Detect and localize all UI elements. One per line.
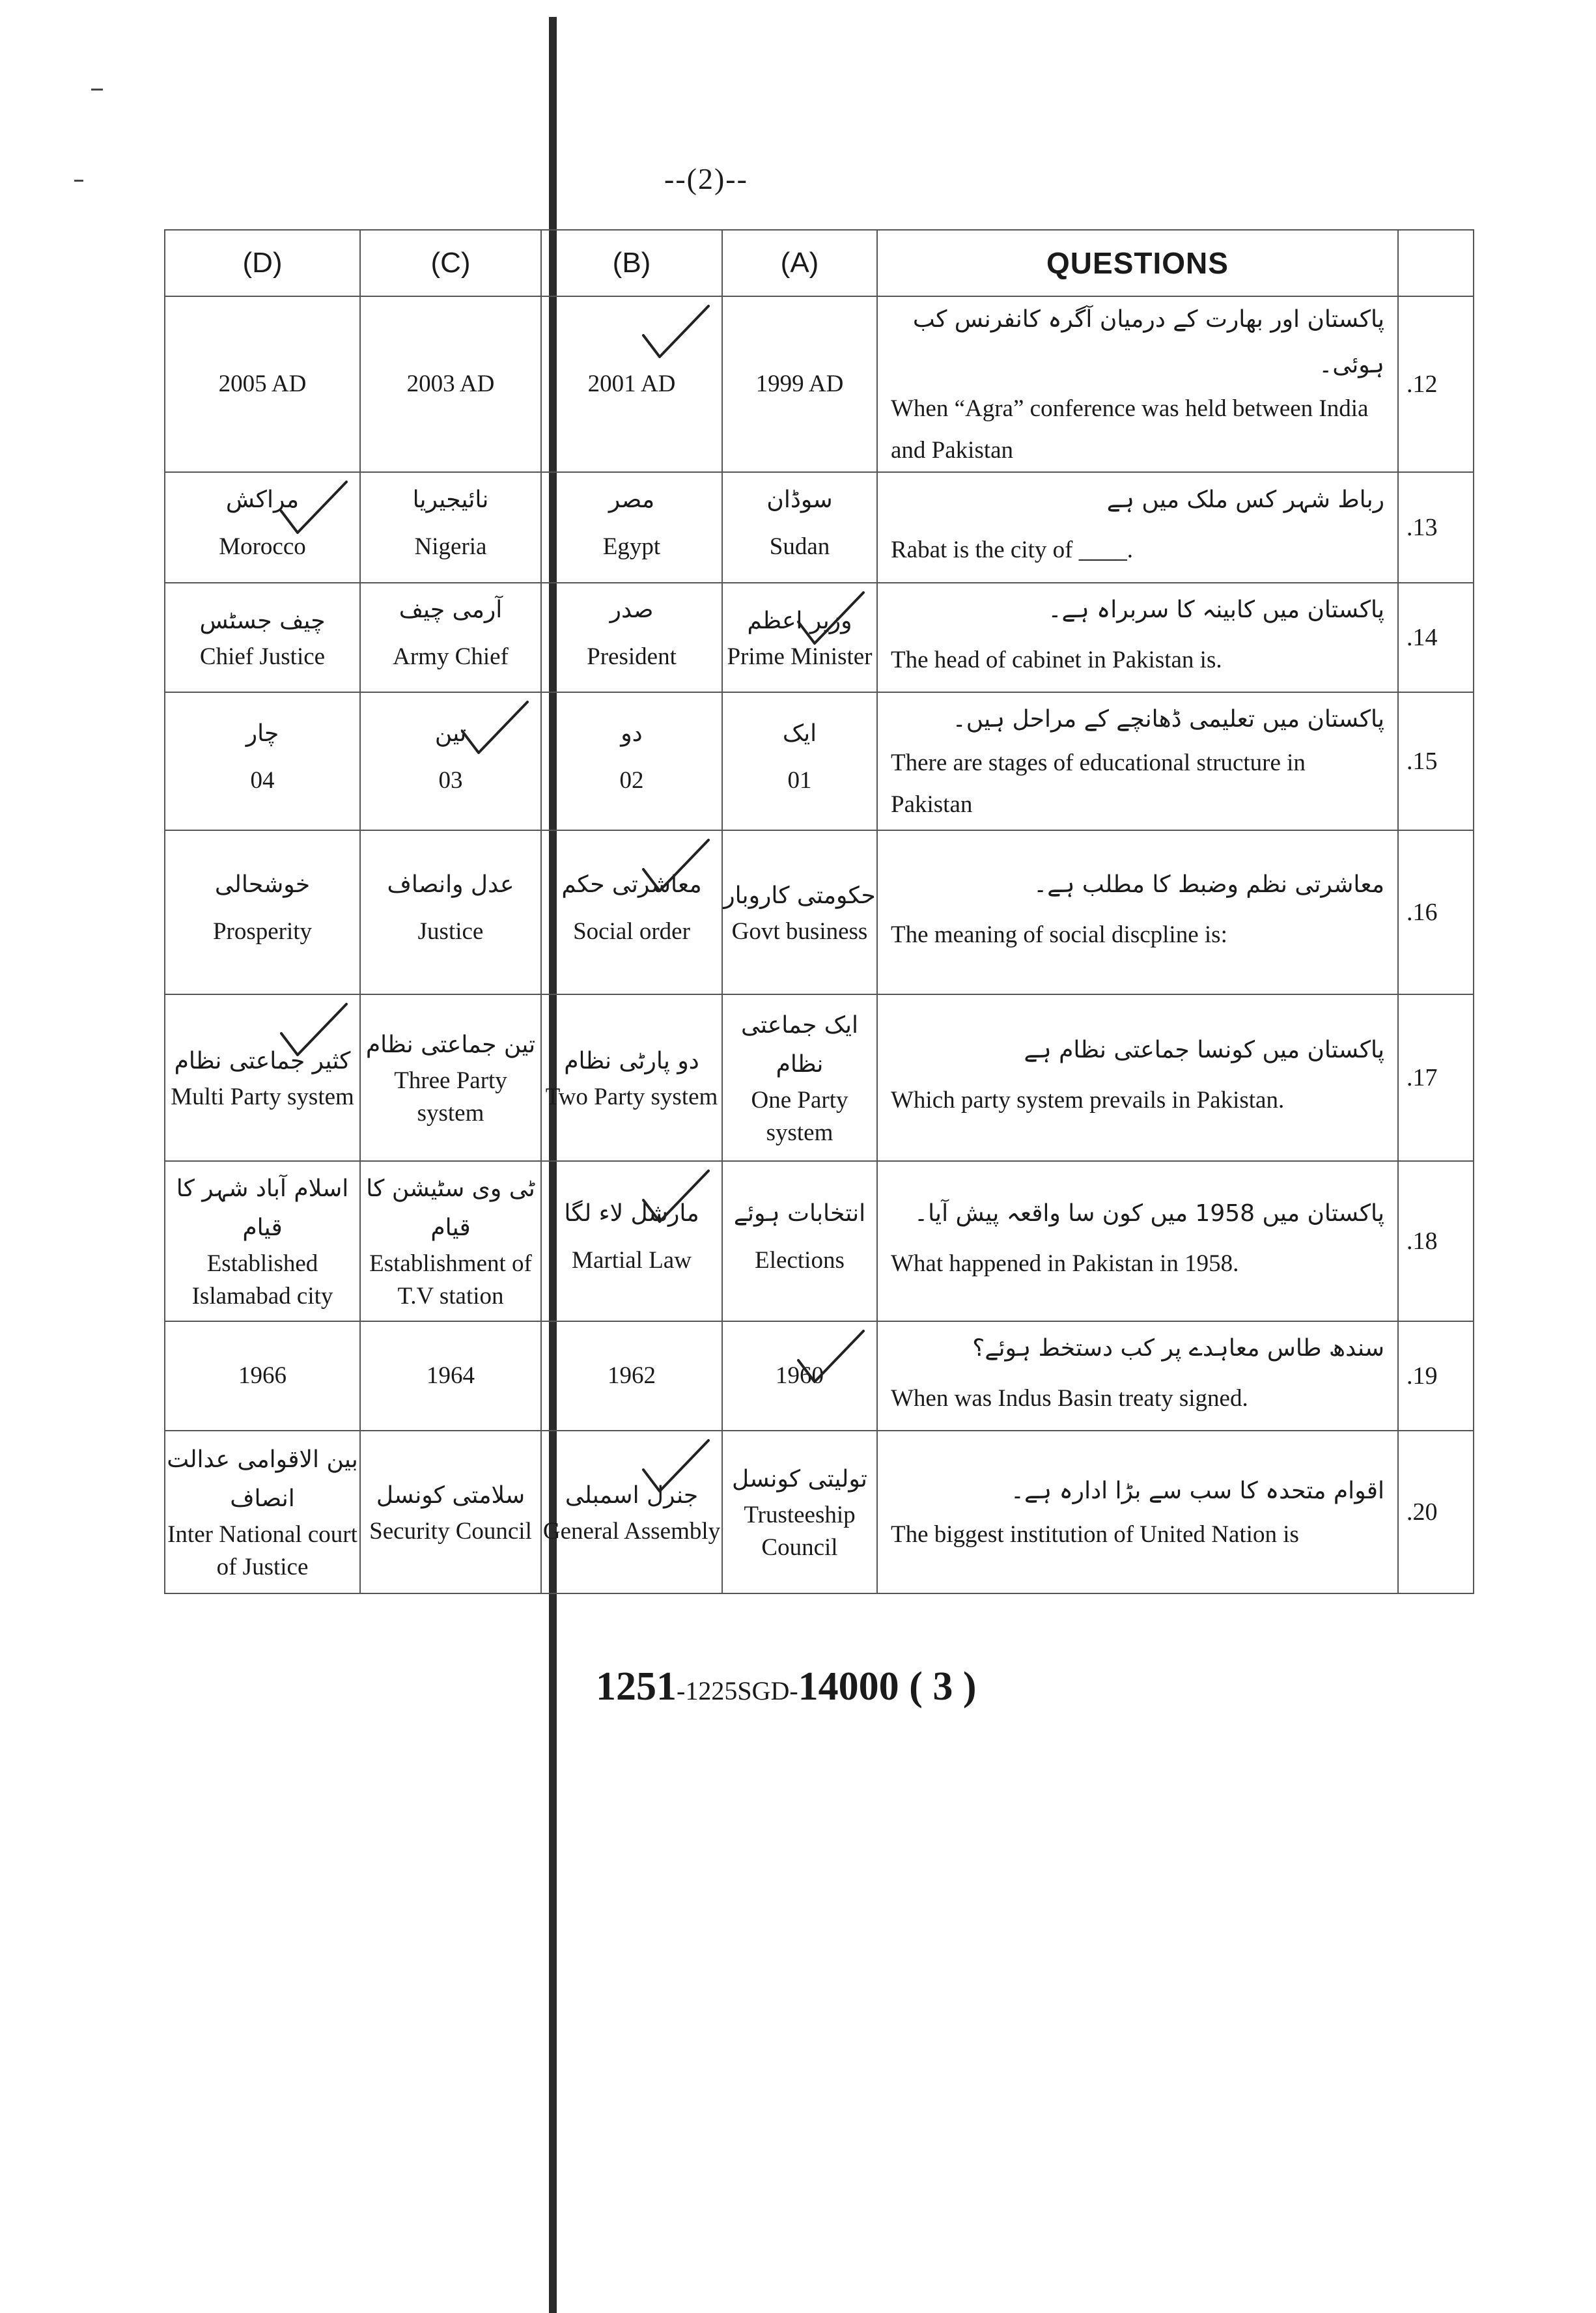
table-row <box>165 692 1474 830</box>
option-b-english: 02 <box>619 767 644 794</box>
option-a-urdu: ایک جماعتی نظام <box>740 1012 859 1078</box>
question-urdu: پاکستان میں 1958 میں کون سا واقعہ پیش آیا۔ <box>914 1200 1384 1227</box>
header-c: (C) <box>360 230 541 296</box>
option-a-english: Govt business <box>731 918 868 945</box>
question-urdu: پاکستان میں تعلیمی ڈھانچے کے مراحل ہیں۔ <box>952 706 1384 733</box>
question-number: .13 <box>1398 472 1474 583</box>
question-english: What happened in Pakistan in 1958. <box>891 1250 1239 1277</box>
option-d-cell <box>165 994 360 1161</box>
option-a-english: One Party system <box>751 1087 848 1146</box>
option-d-cell <box>165 1321 360 1431</box>
header-b: (B) <box>541 230 722 296</box>
paper-code-main: 1251 <box>596 1664 677 1709</box>
option-d-english: Morocco <box>219 533 306 560</box>
question-cell <box>877 296 1398 472</box>
question-english: The meaning of social discpline is: <box>891 921 1227 948</box>
option-c-english: Justice <box>417 918 484 945</box>
question-cell <box>877 1431 1398 1593</box>
header-questions: QUESTIONS <box>877 230 1398 296</box>
option-b-urdu: مارشل لاء لگا <box>564 1200 699 1227</box>
option-b-english: 1962 <box>608 1362 656 1389</box>
option-a-urdu: سوڈان <box>766 486 833 513</box>
option-b-cell <box>541 583 722 692</box>
option-c-urdu: تین <box>434 720 467 747</box>
option-b-cell <box>541 1321 722 1431</box>
question-english: There are stages of educational structure in Pakistan <box>891 750 1306 818</box>
question-english: The head of cabinet in Pakistan is. <box>891 647 1222 673</box>
option-b-english: Social order <box>573 918 690 945</box>
option-b-urdu: دو <box>621 720 643 747</box>
option-b-urdu: جنرل اسمبلی <box>565 1482 699 1509</box>
option-b-cell <box>541 472 722 583</box>
option-c-cell <box>360 1161 541 1321</box>
question-cell <box>877 472 1398 583</box>
header-number <box>1398 230 1474 296</box>
option-d-cell <box>165 830 360 994</box>
question-cell <box>877 830 1398 994</box>
question-cell <box>877 1161 1398 1321</box>
stray-mark <box>74 180 83 182</box>
table-row <box>165 296 1474 472</box>
table-row <box>165 583 1474 692</box>
option-a-urdu: حکومتی کاروبار <box>723 882 876 909</box>
option-a-urdu: تولیتی کونسل <box>732 1466 867 1493</box>
option-a-english: 1960 <box>776 1362 824 1389</box>
option-b-english: Egypt <box>602 533 661 560</box>
option-d-cell <box>165 472 360 583</box>
question-english: The biggest institution of United Nation is <box>891 1521 1299 1548</box>
question-number: .17 <box>1398 994 1474 1161</box>
question-number: .19 <box>1398 1321 1474 1431</box>
table-row <box>165 994 1474 1161</box>
option-a-urdu: ایک <box>782 720 817 747</box>
option-d-english: Established Islamabad city <box>191 1250 333 1310</box>
option-c-english: Security Council <box>369 1518 532 1545</box>
option-c-english: Nigeria <box>414 533 487 560</box>
question-cell <box>877 994 1398 1161</box>
option-d-cell <box>165 296 360 472</box>
table-row <box>165 472 1474 583</box>
question-number: .18 <box>1398 1161 1474 1321</box>
option-d-urdu: خوشحالی <box>214 871 311 898</box>
option-c-urdu: تین جماعتی نظام <box>365 1031 536 1058</box>
option-d-urdu: مراکش <box>225 486 300 513</box>
question-english: Rabat is the city of ____. <box>891 537 1133 563</box>
question-number: .14 <box>1398 583 1474 692</box>
question-english: When “Agra” conference was held between India and Pakistan <box>891 395 1369 464</box>
option-a-cell <box>722 1431 877 1593</box>
question-urdu: معاشرتی نظم وضبط کا مطلب ہے۔ <box>1033 871 1384 898</box>
paper-code-end: 14000 ( 3 ) <box>798 1664 977 1709</box>
option-a-cell <box>722 1161 877 1321</box>
option-d-cell <box>165 1161 360 1321</box>
option-c-english: 1964 <box>427 1362 475 1389</box>
option-b-english: 2001 AD <box>587 371 676 397</box>
option-b-english: Martial Law <box>572 1247 692 1274</box>
option-a-urdu: وزیر اعظم <box>747 608 852 634</box>
question-number: .15 <box>1398 692 1474 830</box>
question-cell <box>877 692 1398 830</box>
question-english: When was Indus Basin treaty signed. <box>891 1385 1248 1412</box>
option-a-english: Prime Minister <box>727 643 873 670</box>
stray-mark <box>91 89 103 91</box>
option-b-cell <box>541 1431 722 1593</box>
mcq-table <box>164 229 1474 1594</box>
question-cell <box>877 1321 1398 1431</box>
option-d-urdu: چار <box>245 720 279 747</box>
option-d-cell <box>165 1431 360 1593</box>
option-b-cell <box>541 830 722 994</box>
option-c-cell <box>360 994 541 1161</box>
option-c-urdu: عدل وانصاف <box>387 871 514 898</box>
header-a: (A) <box>722 230 877 296</box>
option-a-urdu: انتخابات ہوئے <box>733 1200 866 1227</box>
option-d-english: Chief Justice <box>199 643 326 670</box>
question-urdu: اقوام متحدہ کا سب سے بڑا ادارہ ہے۔ <box>1010 1478 1384 1504</box>
option-b-cell <box>541 994 722 1161</box>
question-number: .20 <box>1398 1431 1474 1593</box>
option-a-cell <box>722 296 877 472</box>
option-c-english: 03 <box>438 767 463 794</box>
option-d-urdu: چیف جسٹس <box>199 608 326 634</box>
question-urdu: پاکستان میں کابینہ کا سربراہ ہے۔ <box>1048 596 1384 623</box>
option-d-cell <box>165 692 360 830</box>
option-c-english: Army Chief <box>393 643 509 670</box>
paper-code <box>596 1664 976 1710</box>
option-b-urdu: دو پارٹی نظام <box>564 1048 699 1074</box>
table-row <box>165 1321 1474 1431</box>
table-row <box>165 1161 1474 1321</box>
option-a-cell <box>722 994 877 1161</box>
question-english: Which party system prevails in Pakistan. <box>891 1087 1285 1114</box>
option-d-english: Prosperity <box>212 918 313 945</box>
option-c-urdu: نائیجیریا <box>412 486 489 513</box>
option-b-cell <box>541 1161 722 1321</box>
option-c-english: Three Party system <box>394 1067 507 1127</box>
option-b-english: General Assembly <box>542 1518 721 1545</box>
tick-mark-icon <box>637 300 715 365</box>
option-a-cell <box>722 472 877 583</box>
option-c-cell <box>360 830 541 994</box>
option-b-urdu: معاشرتی حکم <box>561 871 702 898</box>
option-d-urdu: کثیر جماعتی نظام <box>174 1048 351 1074</box>
option-c-cell <box>360 1321 541 1431</box>
question-urdu: پاکستان اور بھارت کے درمیان آگرہ کانفرنس کب ہوئی۔ <box>912 306 1384 378</box>
header-row <box>165 230 1474 296</box>
option-a-english: Trusteeship Council <box>744 1502 856 1561</box>
option-d-urdu: اسلام آباد شہر کا قیام <box>176 1175 349 1241</box>
option-c-cell <box>360 296 541 472</box>
question-cell <box>877 583 1398 692</box>
header-d: (D) <box>165 230 360 296</box>
table-body <box>165 296 1474 1593</box>
option-a-cell <box>722 583 877 692</box>
option-b-english: President <box>587 643 677 670</box>
option-c-english: Establishment of T.V station <box>369 1250 532 1310</box>
option-c-urdu: سلامتی کونسل <box>376 1482 525 1509</box>
option-a-cell <box>722 692 877 830</box>
question-urdu: رباط شہر کس ملک میں ہے <box>1106 486 1384 513</box>
table-row <box>165 830 1474 994</box>
option-c-urdu: ٹی وی سٹیشن کا قیام <box>366 1175 535 1241</box>
option-c-urdu: آرمی چیف <box>399 596 503 623</box>
option-b-cell <box>541 296 722 472</box>
question-urdu: پاکستان میں کونسا جماعتی نظام ہے <box>1024 1037 1384 1063</box>
paper-code-mid: -1225SGD- <box>677 1676 798 1705</box>
option-a-english: 1999 AD <box>755 371 844 397</box>
option-a-english: Elections <box>755 1247 845 1274</box>
option-b-urdu: مصر <box>608 486 655 513</box>
table-row <box>165 1431 1474 1593</box>
option-a-cell <box>722 1321 877 1431</box>
option-d-english: 1966 <box>238 1362 287 1389</box>
option-d-english: 04 <box>250 767 275 794</box>
option-a-english: Sudan <box>769 533 830 560</box>
option-d-urdu: بین الاقوامی عدالت انصاف <box>167 1446 358 1512</box>
option-b-cell <box>541 692 722 830</box>
option-a-cell <box>722 830 877 994</box>
option-d-english: Inter National court of Justice <box>167 1521 357 1580</box>
option-d-english: Multi Party system <box>171 1084 354 1110</box>
question-number: .12 <box>1398 296 1474 472</box>
question-urdu: سندھ طاس معاہدے پر کب دستخط ہوئے؟ <box>972 1335 1384 1362</box>
option-b-urdu: صدر <box>609 596 654 623</box>
tick-stroke <box>643 306 708 357</box>
option-c-cell <box>360 1431 541 1593</box>
option-c-cell <box>360 692 541 830</box>
option-c-cell <box>360 583 541 692</box>
option-d-english: 2005 AD <box>218 371 307 397</box>
page-number: --(2)-- <box>664 162 748 195</box>
option-d-cell <box>165 583 360 692</box>
question-number: .16 <box>1398 830 1474 994</box>
option-b-english: Two Party system <box>545 1084 718 1110</box>
option-c-english: 2003 AD <box>406 371 495 397</box>
option-a-english: 01 <box>787 767 812 794</box>
option-c-cell <box>360 472 541 583</box>
